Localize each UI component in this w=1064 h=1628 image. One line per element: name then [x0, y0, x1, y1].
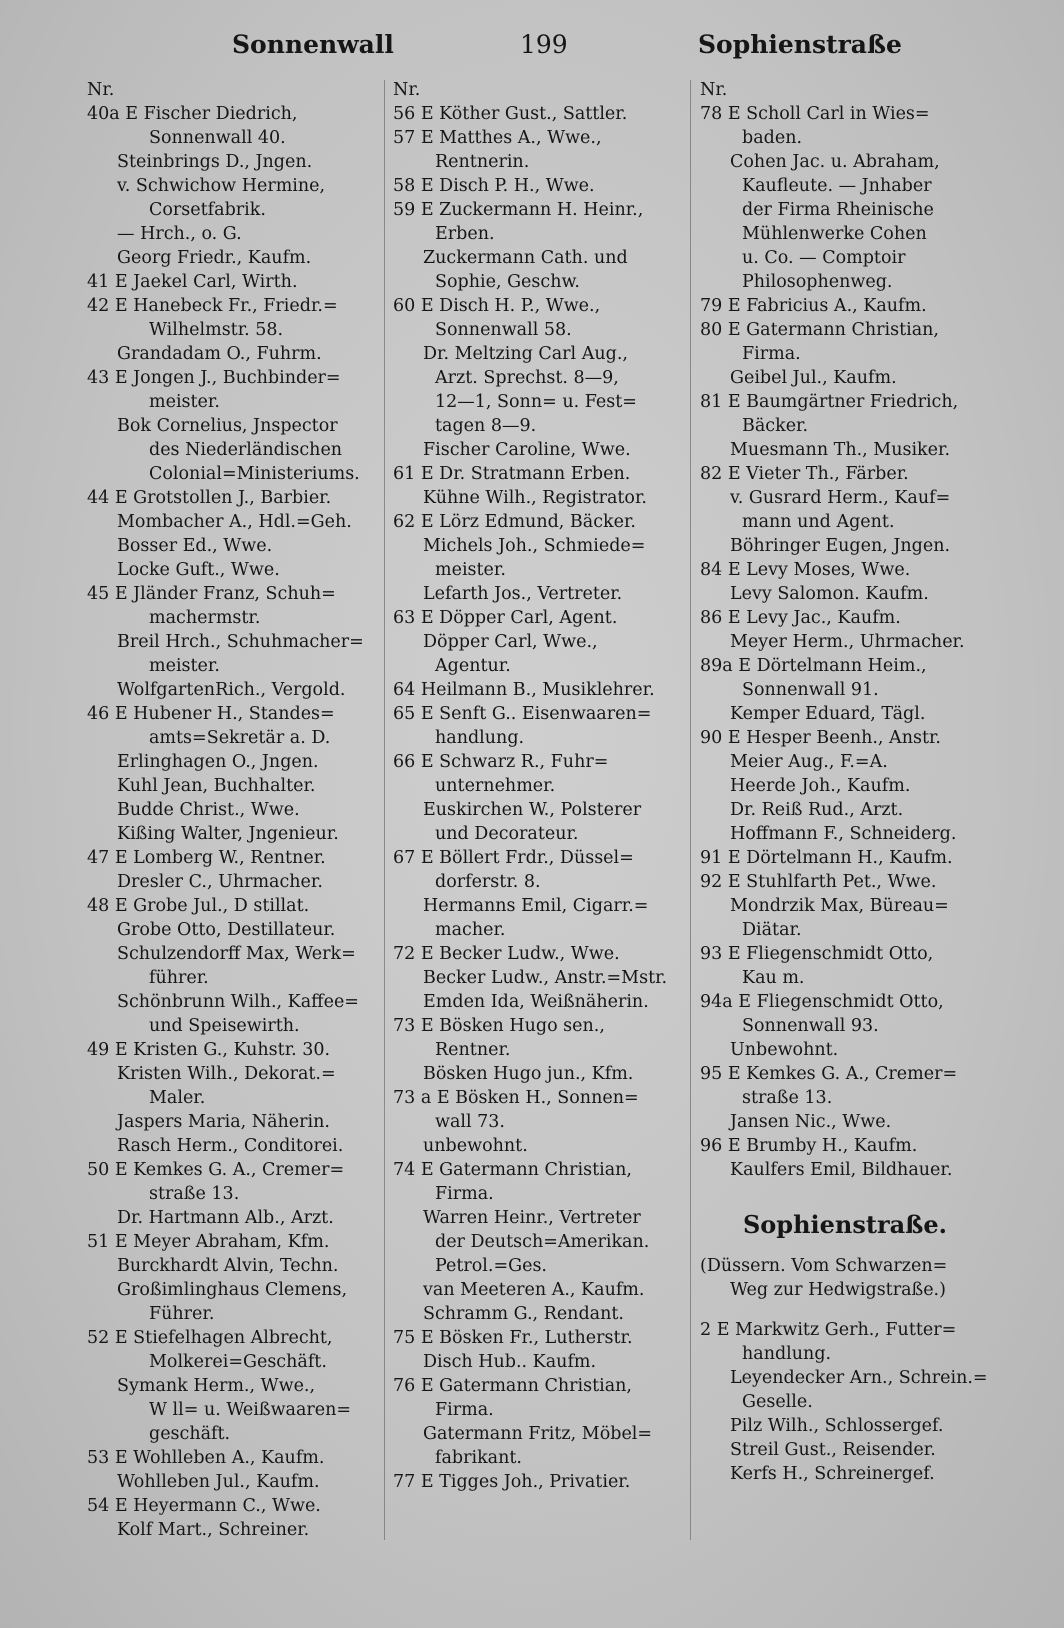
entry-line: Bok Cornelius, Jnspector [117, 416, 338, 436]
entry-line: v. Schwichow Hermine, [117, 176, 326, 196]
entry-line: Kemper Eduard, Tägl. [730, 704, 926, 724]
entry-line: fabrikant. [435, 1448, 522, 1468]
entry-line: 73 a E Bösken H., Sonnen= [393, 1088, 639, 1108]
entry-line: 56 E Köther Gust., Sattler. [393, 104, 628, 124]
entry-line: 96 E Brumby H., Kaufm. [700, 1136, 918, 1156]
entry-line: Döpper Carl, Wwe., [423, 632, 598, 652]
section-gap [700, 1302, 990, 1318]
entry-line: Pilz Wilh., Schlossergef. [730, 1416, 944, 1436]
entry-line: Zuckermann Cath. und [423, 248, 628, 268]
entry-line: 50 E Kemkes G. A., Cremer= [87, 1160, 345, 1180]
entry-line: Erlinghagen O., Jngen. [117, 752, 319, 772]
entry-line: Wilhelmstr. 58. [149, 320, 284, 340]
entry-line: Nr. [87, 80, 115, 100]
entry-line: Jansen Nic., Wwe. [730, 1112, 892, 1132]
entry-line: W ll= u. Weißwaaren= [149, 1400, 352, 1420]
entry-line: Steinbrings D., Jngen. [117, 152, 313, 172]
entry-line: Sonnenwall 91. [742, 680, 879, 700]
entry-line: Fischer Caroline, Wwe. [423, 440, 631, 460]
entry-line: 94a E Fliegenschmidt Otto, [700, 992, 944, 1012]
entry-line: Kuhl Jean, Buchhalter. [117, 776, 316, 796]
entry-line: der Deutsch=Amerikan. [435, 1232, 650, 1252]
entry-line: Sophie, Geschw. [435, 272, 580, 292]
entry-line: 46 E Hubener H., Standes= [87, 704, 335, 724]
entry-line: Warren Heinr., Vertreter [423, 1208, 641, 1228]
entry-line: Wohlleben Jul., Kaufm. [117, 1472, 320, 1492]
entry-line: Großimlinghaus Clemens, [117, 1280, 348, 1300]
entry-line: Cohen Jac. u. Abraham, [730, 152, 940, 172]
column-divider-1 [384, 80, 385, 1540]
entry-line: und Decorateur. [435, 824, 579, 844]
entry-line: 44 E Grotstollen J., Barbier. [87, 488, 332, 508]
entry-line: Hermanns Emil, Cigarr.= [423, 896, 649, 916]
entry-line: 73 E Bösken Hugo sen., [393, 1016, 605, 1036]
entry-line: 76 E Gatermann Christian, [393, 1376, 632, 1396]
entry-line: Böhringer Eugen, Jngen. [730, 536, 951, 556]
column-2 [393, 78, 683, 1548]
entry-line: Philosophenweg. [742, 272, 893, 292]
entry-line: Rentner. [435, 1040, 511, 1060]
entry-line: unbewohnt. [423, 1136, 528, 1156]
entry-line: 64 Heilmann B., Musiklehrer. [393, 680, 655, 700]
entry-line: 82 E Vieter Th., Färber. [700, 464, 909, 484]
entry-line: Meyer Herm., Uhrmacher. [730, 632, 965, 652]
entry-line: Sonnenwall 58. [435, 320, 572, 340]
entry-line: Maler. [149, 1088, 206, 1108]
entry-line: 2 E Markwitz Gerh., Futter= [700, 1320, 957, 1340]
entry-line: Firma. [742, 344, 801, 364]
entry-line: Gatermann Fritz, Möbel= [423, 1424, 653, 1444]
entry-line: 63 E Döpper Carl, Agent. [393, 608, 618, 628]
entry-line: 81 E Baumgärtner Friedrich, [700, 392, 959, 412]
entry-line: Streil Gust., Reisender. [730, 1440, 936, 1460]
entry-line: Diätar. [742, 920, 802, 940]
entry-line: Becker Ludw., Anstr.=Mstr. [423, 968, 668, 988]
entry-line: 91 E Dörtelmann H., Kaufm. [700, 848, 953, 868]
entry-line: mann und Agent. [742, 512, 895, 532]
entry-line: macher. [435, 920, 506, 940]
entry-line: 58 E Disch P. H., Wwe. [393, 176, 595, 196]
entry-line: Meier Aug., F.=A. [730, 752, 888, 772]
entry-line: dorferstr. 8. [435, 872, 541, 892]
entry-line: Schönbrunn Wilh., Kaffee= [117, 992, 359, 1012]
entry-line: Georg Friedr., Kaufm. [117, 248, 312, 268]
entry-line: führer. [149, 968, 209, 988]
entry-line: 75 E Bösken Fr., Lutherstr. [393, 1328, 633, 1348]
section-description [700, 1254, 990, 1302]
column-3-entries [700, 78, 990, 1182]
entry-line: — Hrch., o. G. [117, 224, 242, 244]
entry-line: Kerfs H., Schreinergef. [730, 1464, 935, 1484]
entry-line: 45 E Jländer Franz, Schuh= [87, 584, 336, 604]
entry-line: Kühne Wilh., Registrator. [423, 488, 647, 508]
entry-line: v. Gusrard Herm., Kauf= [730, 488, 951, 508]
entry-line: Euskirchen W., Polsterer [423, 800, 642, 820]
entry-line: Kolf Mart., Schreiner. [117, 1520, 310, 1540]
entry-line: 48 E Grobe Jul., D stillat. [87, 896, 310, 916]
entry-line: 62 E Lörz Edmund, Bäcker. [393, 512, 636, 532]
entry-line: 49 E Kristen G., Kuhstr. 30. [87, 1040, 331, 1060]
entry-line: meister. [149, 656, 220, 676]
section-entries [700, 1318, 990, 1486]
entry-line: Locke Guft., Wwe. [117, 560, 280, 580]
entry-line: 84 E Levy Moses, Wwe. [700, 560, 911, 580]
entry-line: Bösken Hugo jun., Kfm. [423, 1064, 634, 1084]
entry-line: Schramm G., Rendant. [423, 1304, 624, 1324]
entry-line: Bäcker. [742, 416, 809, 436]
entry-line: Dr. Reiß Rud., Arzt. [730, 800, 904, 820]
entry-line: wall 73. [435, 1112, 505, 1132]
entry-line: Dr. Hartmann Alb., Arzt. [117, 1208, 334, 1228]
entry-line: 89a E Dörtelmann Heim., [700, 656, 927, 676]
page-number: 199 [520, 30, 568, 59]
entry-line: 93 E Fliegenschmidt Otto, [700, 944, 934, 964]
entry-line: 80 E Gatermann Christian, [700, 320, 939, 340]
entry-line: meister. [149, 392, 220, 412]
entry-line: 51 E Meyer Abraham, Kfm. [87, 1232, 330, 1252]
entry-line: tagen 8—9. [435, 416, 537, 436]
entry-line: Molkerei=Geschäft. [149, 1352, 327, 1372]
entry-line: Mondrzik Max, Büreau= [730, 896, 949, 916]
entry-line: 47 E Lomberg W., Rentner. [87, 848, 326, 868]
entry-line: 72 E Becker Ludw., Wwe. [393, 944, 620, 964]
entry-line: 92 E Stuhlfarth Pet., Wwe. [700, 872, 937, 892]
entry-line: und Speisewirth. [149, 1016, 300, 1036]
entry-line: amts=Sekretär a. D. [149, 728, 331, 748]
entry-line: Grobe Otto, Destillateur. [117, 920, 336, 940]
entry-line: Hoffmann F., Schneiderg. [730, 824, 957, 844]
running-header [0, 30, 1064, 70]
entry-line: 66 E Schwarz R., Fuhr= [393, 752, 609, 772]
entry-line: (Düssern. Vom Schwarzen= [700, 1256, 948, 1276]
entry-line: Firma. [435, 1400, 494, 1420]
entry-line: der Firma Rheinische [742, 200, 934, 220]
entry-line: Kristen Wilh., Dekorat.= [117, 1064, 336, 1084]
entry-line: Mombacher A., Hdl.=Geh. [117, 512, 352, 532]
entry-line: Dresler C., Uhrmacher. [117, 872, 323, 892]
entry-line: Unbewohnt. [730, 1040, 839, 1060]
entry-line: Breil Hrch., Schuhmacher= [117, 632, 364, 652]
entry-line: Grandadam O., Fuhrm. [117, 344, 322, 364]
section-title: Sophienstraße. [742, 1210, 948, 1239]
entry-line: Emden Ida, Weißnäherin. [423, 992, 649, 1012]
entry-line: 54 E Heyermann C., Wwe. [87, 1496, 321, 1516]
entry-line: Heerde Joh., Kaufm. [730, 776, 911, 796]
entry-line: 67 E Böllert Frdr., Düssel= [393, 848, 634, 868]
entry-line: 86 E Levy Jac., Kaufm. [700, 608, 901, 628]
entry-line: 53 E Wohlleben A., Kaufm. [87, 1448, 325, 1468]
entry-line: Symank Herm., Wwe., [117, 1376, 316, 1396]
column-1 [87, 78, 377, 1548]
entry-line: Nr. [393, 80, 421, 100]
entry-line: Levy Salomon. Kaufm. [730, 584, 929, 604]
entry-line: 41 E Jaekel Carl, Wirth. [87, 272, 298, 292]
entry-line: Geibel Jul., Kaufm. [730, 368, 897, 388]
column-divider-2 [690, 80, 691, 1540]
entry-line: 77 E Tigges Joh., Privatier. [393, 1472, 631, 1492]
entry-line: 59 E Zuckermann H. Heinr., [393, 200, 644, 220]
entry-line: Dr. Meltzing Carl Aug., [423, 344, 628, 364]
entry-line: 60 E Disch H. P., Wwe., [393, 296, 601, 316]
entry-line: Corsetfabrik. [149, 200, 266, 220]
entry-line: Colonial=Ministeriums. [149, 464, 360, 484]
entry-line: 74 E Gatermann Christian, [393, 1160, 632, 1180]
entry-line: straße 13. [149, 1184, 240, 1204]
entry-line: baden. [742, 128, 803, 148]
entry-line: Erben. [435, 224, 495, 244]
entry-line: Burckhardt Alvin, Techn. [117, 1256, 339, 1276]
entry-line: 65 E Senft G.. Eisenwaaren= [393, 704, 652, 724]
entry-line: 43 E Jongen J., Buchbinder= [87, 368, 341, 388]
entry-line: u. Co. — Comptoir [742, 248, 906, 268]
entry-line: handlung. [435, 728, 525, 748]
header-left-street: Sonnenwall [232, 30, 394, 59]
entry-line: van Meeteren A., Kaufm. [423, 1280, 645, 1300]
entry-line: Leyendecker Arn., Schrein.= [730, 1368, 988, 1388]
entry-line: Firma. [435, 1184, 494, 1204]
entry-line: 40a E Fischer Diedrich, [87, 104, 298, 124]
entry-line: 95 E Kemkes G. A., Cremer= [700, 1064, 958, 1084]
entry-line: Disch Hub.. Kaufm. [423, 1352, 597, 1372]
entry-line: geschäft. [149, 1424, 231, 1444]
column-3 [700, 78, 990, 1548]
entry-line: Schulzendorff Max, Werk= [117, 944, 356, 964]
entry-line: 12—1, Sonn= u. Fest= [435, 392, 637, 412]
entry-line: 42 E Hanebeck Fr., Friedr.= [87, 296, 338, 316]
entry-line: Kißing Walter, Jngenieur. [117, 824, 339, 844]
entry-line: Kau m. [742, 968, 805, 988]
entry-line: Geselle. [742, 1392, 813, 1412]
entry-line: Muesmann Th., Musiker. [730, 440, 951, 460]
entry-line: 90 E Hesper Beenh., Anstr. [700, 728, 941, 748]
entry-line: 57 E Matthes A., Wwe., [393, 128, 602, 148]
entry-line: Kaufleute. — Jnhaber [742, 176, 932, 196]
entry-line: straße 13. [742, 1088, 833, 1108]
header-right-street: Sophienstraße [698, 30, 902, 59]
entry-line: 61 E Dr. Stratmann Erben. [393, 464, 631, 484]
entry-line: Agentur. [435, 656, 511, 676]
entry-line: meister. [435, 560, 506, 580]
entry-line: machermstr. [149, 608, 261, 628]
entry-line: Rentnerin. [435, 152, 530, 172]
entry-line: unternehmer. [435, 776, 556, 796]
entry-line: Michels Joh., Schmiede= [423, 536, 646, 556]
entry-line: Budde Christ., Wwe. [117, 800, 300, 820]
entry-line: Weg zur Hedwigstraße.) [730, 1280, 946, 1300]
entry-line: Sonnenwall 93. [742, 1016, 879, 1036]
entry-line: Rasch Herm., Conditorei. [117, 1136, 344, 1156]
entry-line: 78 E Scholl Carl in Wies= [700, 104, 930, 124]
entry-line: Sonnenwall 40. [149, 128, 286, 148]
entry-line: des Niederländischen [149, 440, 343, 460]
entry-line: 79 E Fabricius A., Kaufm. [700, 296, 927, 316]
entry-line: WolfgartenRich., Vergold. [117, 680, 346, 700]
entry-line: handlung. [742, 1344, 832, 1364]
entry-line: Kaulfers Emil, Bildhauer. [730, 1160, 953, 1180]
entry-line: Jaspers Maria, Näherin. [117, 1112, 330, 1132]
entry-line: Lefarth Jos., Vertreter. [423, 584, 623, 604]
entry-line: Bosser Ed., Wwe. [117, 536, 273, 556]
entry-line: Mühlenwerke Cohen [742, 224, 927, 244]
entry-line: Führer. [149, 1304, 215, 1324]
entry-line: Arzt. Sprechst. 8—9, [435, 368, 619, 388]
entry-line: Petrol.=Ges. [435, 1256, 547, 1276]
entry-line: Nr. [700, 80, 728, 100]
entry-line: 52 E Stiefelhagen Albrecht, [87, 1328, 333, 1348]
